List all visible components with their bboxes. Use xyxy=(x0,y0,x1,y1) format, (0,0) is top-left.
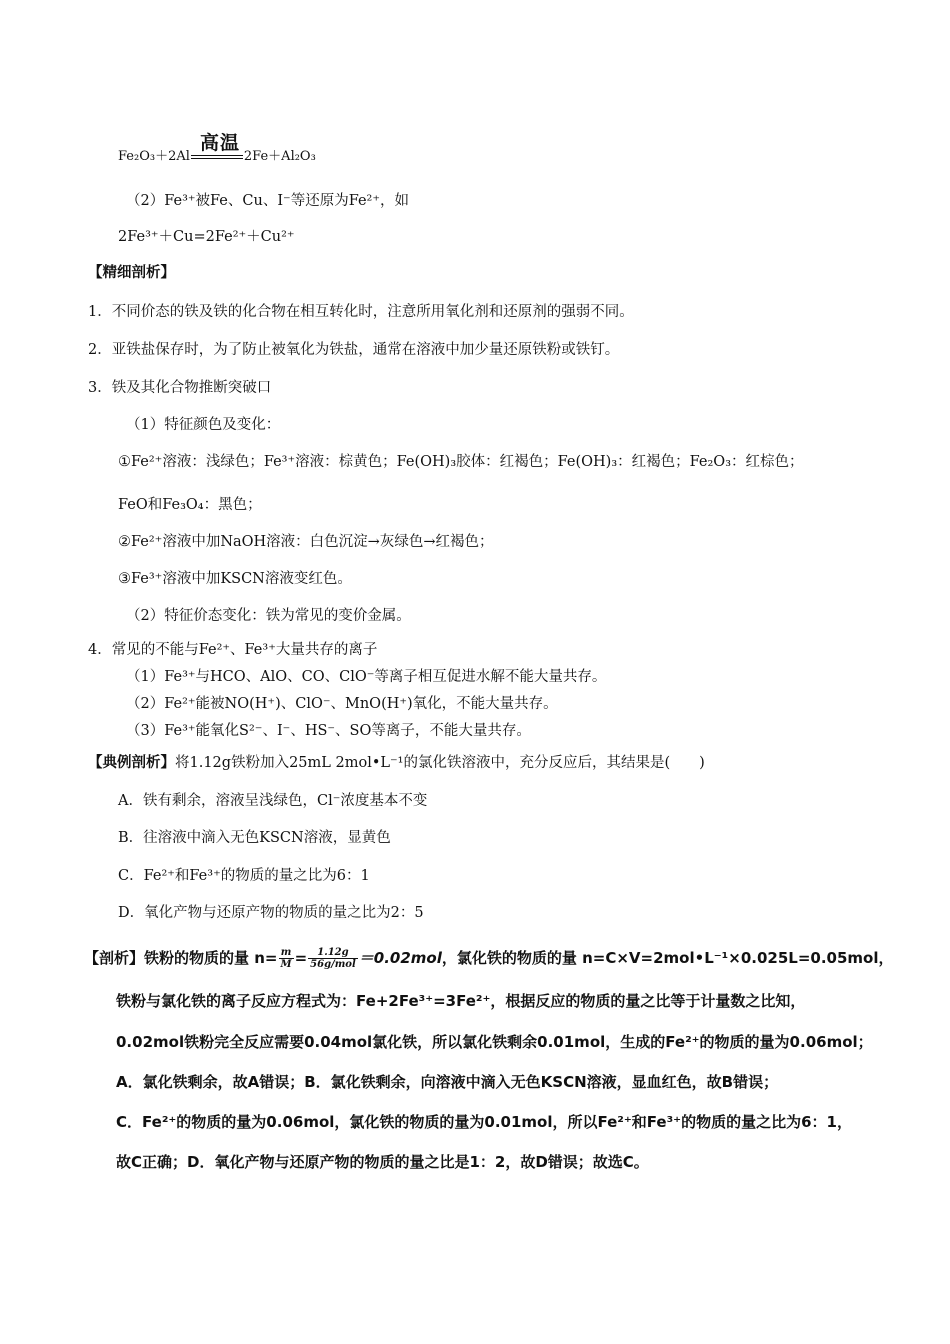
analysis-point-4-3: （3）Fe³⁺能氧化S²⁻、I⁻、HS⁻、SO等离子，不能大量共存。 xyxy=(126,723,531,739)
option-c: C．Fe²⁺和Fe³⁺的物质的量之比为6：1 xyxy=(118,868,370,884)
reduction-equation: 2Fe³⁺＋Cu=2Fe²⁺＋Cu²⁺ xyxy=(118,229,295,245)
solution-line-3: 0.02mol铁粉完全反应需要0.04mol氯化铁，所以氯化铁剩余0.01mol，生成的Fe²⁺的物质的量为0.06mol； xyxy=(116,1033,873,1051)
solution-heading: 【剖析】 xyxy=(84,949,145,967)
analysis-point-1: 1．不同价态的铁及铁的化合物在相互转化时，注意所用氧化剂和还原剂的强弱不同。 xyxy=(88,304,634,320)
fraction-mass-over-molar: $\frac{1.12g}{\text{56g/mol}}$ xyxy=(310,947,356,970)
analysis-point-3-1: （1）特征颜色及变化： xyxy=(126,417,281,433)
analysis-point-4-1: （1）Fe³⁺与HCO、AlO、CO、ClO⁻等离子相互促进水解不能大量共存。 xyxy=(126,669,607,685)
equation-right: 2Fe＋Al₂O₃ xyxy=(243,149,316,164)
analysis-point-3-1b: ②Fe²⁺溶液中加NaOH溶液：白色沉淀→灰绿色→红褐色； xyxy=(118,534,494,550)
analysis-point-3-2: （2）特征价态变化：铁为常见的变价金属。 xyxy=(126,608,411,624)
equals: = xyxy=(294,949,308,967)
example-stem: 将1.12g铁粉加入25mL 2mol•L⁻¹的氯化铁溶液中，充分反应后，其结果是( ) xyxy=(175,755,705,771)
reaction-condition: 高温 xyxy=(200,132,241,154)
solution-line-2: 铁粉与氯化铁的离子反应方程式为：Fe+2Fe³⁺=3Fe²⁺，根据反应的物质的量之比等于计量数之比知， xyxy=(116,992,806,1010)
analysis-point-3-1c: ③Fe³⁺溶液中加KSCN溶液变红色。 xyxy=(118,571,352,587)
thermite-equation xyxy=(118,146,316,168)
option-b: B．往溶液中滴入无色KSCN溶液，显黄色 xyxy=(118,830,391,846)
option-a: A．铁有剩余，溶液呈浅绿色，Cl⁻浓度基本不变 xyxy=(118,793,428,809)
example-heading: 【典例剖析】 xyxy=(88,754,175,771)
solution-line-1 xyxy=(84,947,893,970)
analysis-heading: 【精细剖析】 xyxy=(88,264,175,281)
analysis-point-3: 3．铁及其化合物推断突破口 xyxy=(88,380,272,396)
fraction-m-over-M: $\frac{m}{M}$ xyxy=(280,947,292,970)
analysis-point-2: 2．亚铁盐保存时，为了防止被氧化为铁盐，通常在溶液中加少量还原铁粉或铁钉。 xyxy=(88,342,620,358)
solution-line-6: 故C正确；D．氧化产物与还原产物的物质的量之比是1：2，故D错误；故选C。 xyxy=(116,1153,649,1171)
example-question xyxy=(88,752,705,774)
solution-text-a: 铁粉的物质的量 n= xyxy=(144,949,278,967)
equation-left: Fe₂O₃＋2Al xyxy=(118,149,190,164)
analysis-point-4-2: （2）Fe²⁺能被NO(H⁺)、ClO⁻、MnO(H⁺)氧化，不能大量共存。 xyxy=(126,696,558,712)
analysis-point-4: 4．常见的不能与Fe²⁺、Fe³⁺大量共存的离子 xyxy=(88,642,378,658)
equals-sign xyxy=(191,155,243,159)
solution-line-5: C．Fe²⁺的物质的量为0.06mol，氯化铁的物质的量为0.01mol，所以Fe²⁺和Fe³⁺的物质的量之比为6：1， xyxy=(116,1113,852,1131)
solution-line-4: A．氯化铁剩余，故A错误；B．氯化铁剩余，向溶液中滴入无色KSCN溶液，显血红色，故B错误； xyxy=(116,1073,779,1091)
reduction-line: （2）Fe³⁺被Fe、Cu、I⁻等还原为Fe²⁺，如 xyxy=(126,193,410,209)
solution-text-c: ，氯化铁的物质的量 n=C×V=2mol•L⁻¹×0.025L=0.05mol， xyxy=(441,949,894,967)
solution-result: ＝0.02mol xyxy=(358,949,442,967)
analysis-point-3-1a-cont: FeO和Fe₃O₄：黑色； xyxy=(118,497,262,513)
option-d: D．氧化产物与还原产物的物质的量之比为2：5 xyxy=(118,905,424,921)
analysis-point-3-1a: ①Fe²⁺溶液：浅绿色；Fe³⁺溶液：棕黄色；Fe(OH)₃胶体：红褐色；Fe(OH)₃：红褐色；Fe₂O₃：红棕色； xyxy=(118,454,804,470)
